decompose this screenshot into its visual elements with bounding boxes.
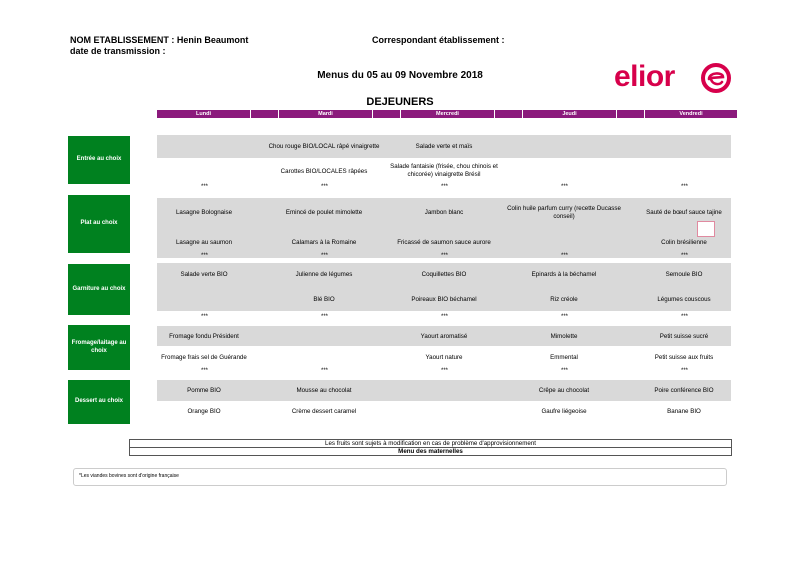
garniture-tuesday-1: Julienne de légumes: [295, 270, 353, 278]
plat-wednesday-1: Jambon blanc: [424, 208, 464, 216]
fromage-wednesday-1: Yaourt aromatisé: [420, 332, 468, 340]
plat-tuesday-2: Calamars à la Romaine: [291, 238, 357, 246]
day-header-monday: Lundi: [157, 110, 250, 118]
establishment-name: NOM ETABLISSEMENT : Henin Beaumont: [70, 35, 249, 45]
garniture-monday-1: Salade verte BIO: [180, 270, 228, 278]
category-plat: Plat au choix: [68, 195, 130, 253]
separator: ***: [320, 253, 328, 259]
day-header-spacer: [251, 110, 278, 118]
day-header-friday: Vendredi: [645, 110, 737, 118]
separator: ***: [200, 368, 208, 374]
fromage-wednesday-2: Yaourt nature: [425, 353, 463, 361]
garniture-wednesday-2: Poireaux BIO béchamel: [411, 295, 477, 303]
day-header-spacer: [617, 110, 644, 118]
fromage-monday-2: Fromage frais sel de Guérande: [161, 353, 247, 361]
separator: ***: [200, 184, 208, 190]
separator: ***: [680, 253, 688, 259]
entree-wednesday-1: Salade verte et maïs: [415, 142, 473, 150]
separator: ***: [320, 368, 328, 374]
garniture-thursday-1: Epinards à la béchamel: [531, 270, 597, 278]
dessert-friday-2: Banane BIO: [667, 407, 701, 415]
separator: ***: [560, 368, 568, 374]
correspondent-label: Correspondant établissement :: [372, 35, 505, 45]
separator: ***: [680, 368, 688, 374]
day-header-thursday: Jeudi: [523, 110, 616, 118]
elior-logo: [614, 60, 734, 96]
separator: ***: [560, 314, 568, 320]
separator: ***: [440, 184, 448, 190]
day-header-spacer: [373, 110, 400, 118]
garniture-friday-1: Semoule BIO: [665, 270, 703, 278]
entree-tuesday-1: Chou rouge BIO/LOCAL râpé vinaigrette: [268, 142, 380, 150]
category-fromage: Fromage/laitage au choix: [68, 325, 130, 370]
separator: ***: [320, 314, 328, 320]
fromage-thursday-1: Mimolette: [550, 332, 578, 340]
garniture-thursday-2: Riz créole: [550, 295, 578, 303]
separator: ***: [440, 314, 448, 320]
footnote-box: [73, 468, 727, 486]
separator: ***: [200, 253, 208, 259]
dessert-monday-2: Orange BIO: [187, 407, 221, 415]
section-title: DEJEUNERS: [366, 96, 434, 108]
separator: ***: [440, 253, 448, 259]
separator: ***: [680, 184, 688, 190]
separator: ***: [560, 253, 568, 259]
dessert-tuesday-2: Crème dessert caramel: [291, 407, 357, 415]
category-garniture: Garniture au choix: [68, 264, 130, 315]
category-entree: Entrée au choix: [68, 136, 130, 184]
logo-swirl-icon: [700, 62, 732, 94]
footnote-text: *Les viandes bovines sont d'origine française: [79, 473, 179, 479]
plat-monday-1: Lasagne Bolognaise: [175, 208, 233, 216]
entree-wednesday-2: Salade fantaisie (frisée, chou chinois et chicorée) vinaigrette Brésil: [390, 162, 498, 178]
dessert-tuesday-1: Mousse au chocolat: [296, 386, 352, 394]
logo-wordmark: elior: [614, 60, 675, 93]
day-header-spacer: [495, 110, 522, 118]
plat-tuesday-1: Emincé de poulet mimolette: [285, 208, 363, 216]
menu-title: Menus du 05 au 09 Novembre 2018: [317, 70, 483, 81]
separator: ***: [560, 184, 568, 190]
entree-tuesday-2: Carottes BIO/LOCALES râpées: [280, 167, 368, 175]
day-header-bar: [157, 110, 738, 118]
separator: ***: [200, 314, 208, 320]
supply-notice: Les fruits sont sujets à modification en cas de problème d'approvisionnement: [129, 439, 732, 448]
plat-friday-2: Colin brésilienne: [661, 238, 707, 246]
dessert-friday-1: Poire conférence BIO: [654, 386, 714, 394]
garniture-friday-2: Légumes couscous: [657, 295, 711, 303]
plat-friday-1: Sauté de bœuf sauce tajine: [646, 208, 722, 216]
category-dessert: Dessert au choix: [68, 380, 130, 424]
plat-monday-2: Lasagne au saumon: [175, 238, 233, 246]
fromage-monday-1: Fromage fondu Président: [169, 332, 239, 340]
transmission-date: date de transmission :: [70, 46, 166, 56]
day-header-tuesday: Mardi: [279, 110, 372, 118]
separator: ***: [440, 368, 448, 374]
maternelles-menu-label: Menu des maternelles: [129, 447, 732, 456]
fromage-friday-1: Petit suisse sucré: [659, 332, 709, 340]
fromage-friday-2: Petit suisse aux fruits: [654, 353, 714, 361]
separator: ***: [320, 184, 328, 190]
fromage-thursday-2: Emmental: [550, 353, 578, 361]
dessert-thursday-2: Gaufre liégeoise: [541, 407, 587, 415]
plat-thursday-1: Colin huile parfum curry (recette Ducasse conseil): [507, 204, 621, 220]
dessert-thursday-1: Crêpe au chocolat: [538, 386, 590, 394]
garniture-wednesday-1: Coquillettes BIO: [421, 270, 467, 278]
plat-wednesday-2: Fricassé de saumon sauce aurore: [397, 238, 491, 246]
day-header-wednesday: Mercredi: [401, 110, 494, 118]
dessert-monday-1: Pomme BIO: [187, 386, 221, 394]
garniture-tuesday-2: Blé BIO: [313, 295, 335, 303]
separator: ***: [680, 314, 688, 320]
